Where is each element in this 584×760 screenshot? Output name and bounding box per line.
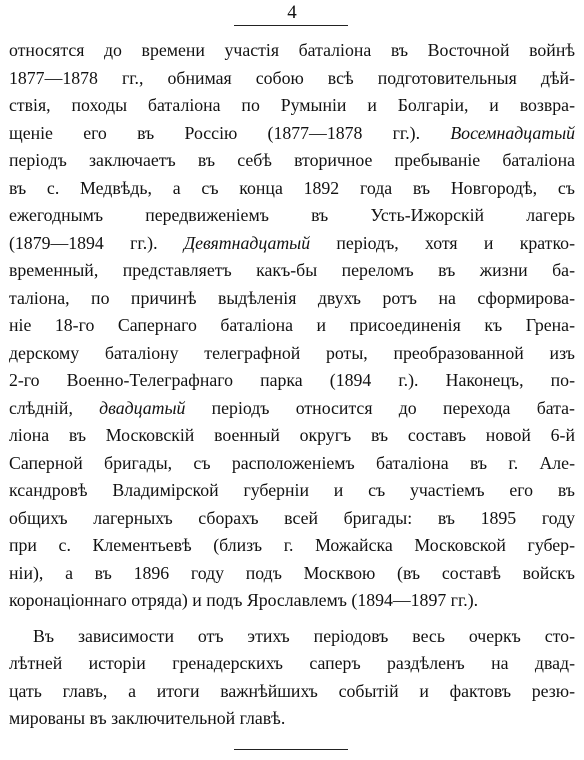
text-line: при с. Клементьевѣ (близъ г. Можайска Московской губер- [9,535,575,555]
text-line: цать главъ, а итоги важнѣйшихъ событій и фактовъ резю- [9,680,575,701]
text-run: періодъ, хотя и кратко- [310,232,575,253]
text-line: ствія, походы баталіона по Румыніи и Болгаріи, и возвра- [9,95,575,115]
emphasis-period-name: двадцатый [99,397,186,418]
text-line: таліона, по причинѣ выдѣленія двухъ ротъ на сформирова- [9,287,575,308]
text-line: дерскому баталіону телеграфной роты, преобразованной изъ [9,342,575,363]
text-line: ежегоднымъ передвиженіемъ въ Усть-Ижорскій лагерь [9,205,575,225]
text-line: лѣтней исторіи гренадерскихъ саперъ раздѣленъ на двад- [9,653,575,673]
paragraph-1 [9,37,575,615]
text-run: (1879—1894 гг.). [9,232,184,253]
text-line: мированы въ заключительной главѣ. [9,708,286,728]
text-line: ніе 18-го Сапернаго баталіона и присоединенія къ Грена- [9,315,575,335]
text-line: въ с. Медвѣдь, а съ конца 1892 года въ Новгородѣ, съ [9,177,575,198]
text-line: ксандровѣ Владимірской губерніи и съ участіемъ его въ [9,480,575,500]
body-text [9,37,575,733]
text-line: 1877—1878 гг., обнимая собою всѣ подготовительныя дѣй- [9,67,575,88]
text-run: щеніе его въ Россію (1877—1878 гг.). [9,122,451,143]
text-run: слѣдній, [9,397,100,418]
text-line: временный, представляетъ какъ-бы переломъ въ жизни ба- [9,260,575,280]
text-line [9,120,575,148]
text-line: періодъ заключаетъ въ себѣ вторичное пребываніе баталіона [9,150,575,170]
emphasis-period-name: Девятнадцатый [183,232,311,253]
text-line: относятся до времени участія баталіона въ Восточной войнѣ [9,40,575,60]
text-line: Саперной бригады, съ расположеніемъ баталіона въ г. Але- [9,452,575,473]
text-line: 2-го Военно-Телеграфнаго парка (1894 г.). Наконецъ, по- [9,370,575,390]
text-line: общихъ лагерныхъ сборахъ всей бригады: въ 1895 году [9,507,575,528]
header-rule [234,25,348,26]
text-line: Въ зависимости отъ этихъ періодовъ весь очеркъ сто- [33,625,575,646]
text-line: ніи), а въ 1896 году подъ Москвою (въ составѣ войскъ [9,562,575,583]
text-run: періодъ относится до перехода бата- [185,397,575,418]
text-line [9,230,575,258]
paragraph-2 [9,623,575,733]
text-line [9,395,575,423]
text-line: коронаціоннаго отряда) и подъ Ярославлемъ (1894—1897 гг.). [9,590,479,610]
page-number: 4 [287,2,297,23]
text-line: ліона въ Московскій военный округъ въ составъ новой 6-й [9,425,575,445]
emphasis-period-name: Восемнадцатый [450,122,575,143]
footer-rule [234,749,348,750]
